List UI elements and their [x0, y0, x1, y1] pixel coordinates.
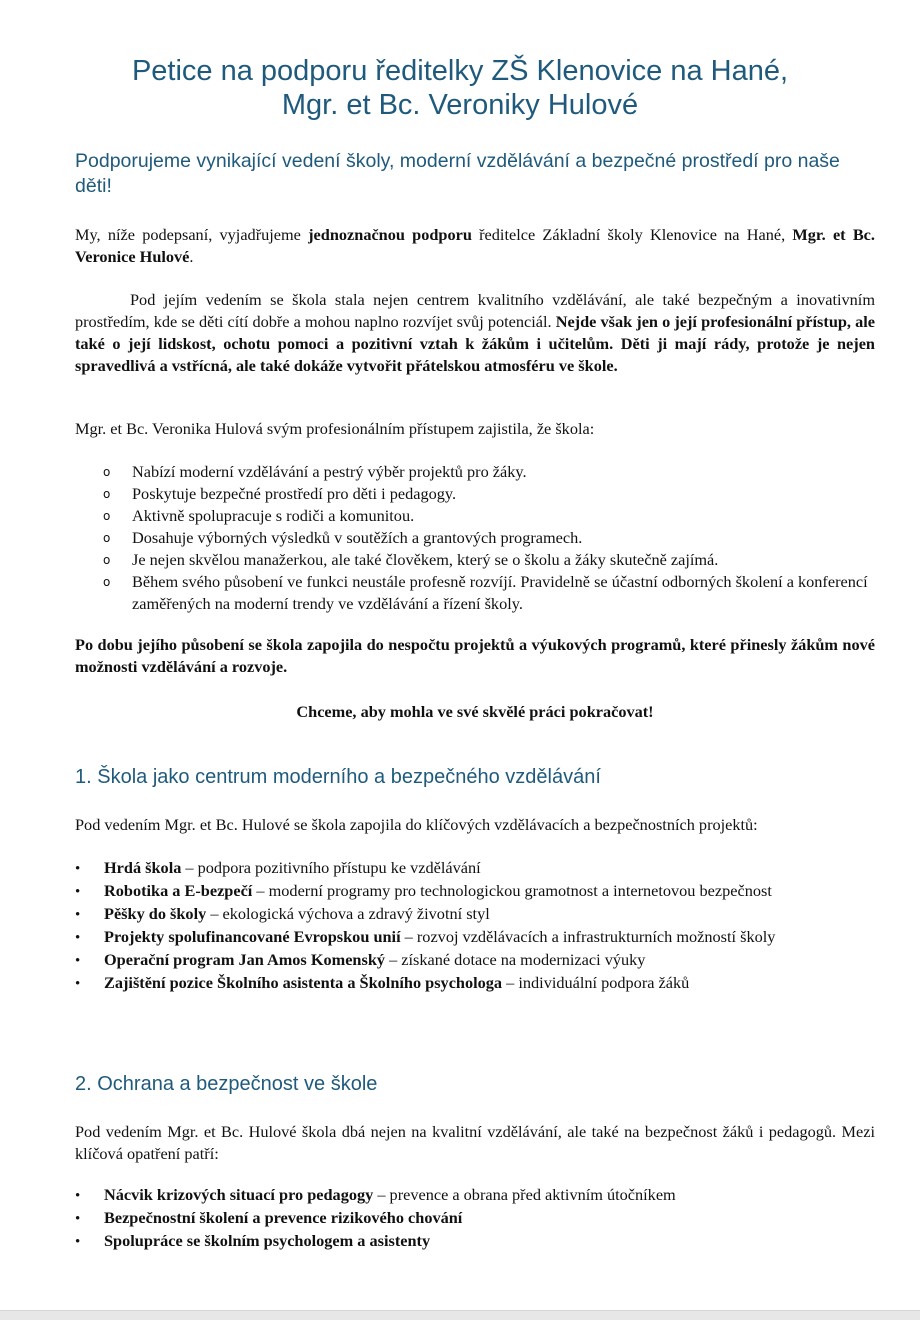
bullet-icon: • [75, 1211, 81, 1227]
list-item [75, 857, 875, 880]
section-2-intro: Pod vedením Mgr. et Bc. Hulové škola dbá nejen na kvalitní vzdělávání, ale také na bezpečnost žáků i pedagogů. Mezi klíčová opatření patří: [75, 1122, 875, 1163]
list-item-text: – podpora pozitivního přístupu ke vzdělávání [181, 858, 481, 877]
title-line-1: Petice na podporu ředitelky ZŠ Klenovice na Hané, [131, 55, 789, 87]
bullet-icon: • [75, 953, 81, 969]
list-item-bold: Robotika a E-bezpečí [104, 881, 253, 900]
leadership-bold-text: Nejde však jen o její profesionální přístup, ale také o její lidskost, ochotu pomoci a pozitivní vztah k žákům i učitelům. Děti ji mají rády, protože je nejen spravedlivá a vstřícná, ale také dokáže vytvořit přátelskou atmosféru ve škole. [75, 312, 875, 375]
list-item-text: Aktivně spolupracuje s rodiči a komunitou. [132, 506, 415, 525]
list-item [75, 549, 875, 571]
projects-paragraph: Po dobu jejího působení se škola zapojila do nespočtu projektů a výukových programů, které přinesly žákům nové možnosti vzdělávání a rozvoje. [75, 635, 875, 676]
list-item-text: – získané dotace na modernizaci výuky [385, 950, 646, 969]
achievements-intro: Mgr. et Bc. Veronika Hulová svým profesionálním přístupem zajistila, že škola: [75, 419, 595, 438]
list-item [75, 926, 875, 949]
list-item-text: Je nejen skvělou manažerkou, ale také člověkem, který se o školu a žáky skutečně zajímá. [132, 550, 719, 569]
leadership-paragraph [75, 289, 875, 377]
list-item-text: Během svého působení ve funkci neustále profesně rozvíjí. Pravidelně se účastní odborných školení a konferencí zaměřených na moderní trendy ve vzdělávání a řízení školy. [132, 572, 868, 613]
list-item-text: Poskytuje bezpečné prostředí pro děti i pedagogy. [132, 484, 457, 503]
list-item-bold: Zajištění pozice Školního asistenta a Školního psychologa [104, 973, 503, 992]
list-item-bold: Spolupráce se školním psychologem a asistenty [104, 1231, 431, 1250]
page-title [60, 54, 860, 122]
list-item [75, 972, 875, 995]
section-1-heading: 1. Škola jako centrum moderního a bezpečného vzdělávání [75, 766, 601, 788]
bullet-icon: • [75, 976, 81, 992]
list-item [75, 461, 875, 483]
section-1-list [75, 857, 875, 995]
intro-text-mid: ředitelce Základní školy Klenovice na Hané, [471, 225, 793, 244]
list-item [75, 505, 875, 527]
circle-bullet-icon: o [103, 487, 111, 501]
list-item-bold: Hrdá škola [104, 858, 182, 877]
list-item-bold: Nácvik krizových situací pro pedagogy [104, 1185, 374, 1204]
intro-bold-name: Mgr. et Bc. Veronice Hulové [75, 225, 875, 266]
list-item [75, 571, 875, 615]
section-1-intro: Pod vedením Mgr. et Bc. Hulové se škola zapojila do klíčových vzdělávacích a bezpečnostních projektů: [75, 815, 758, 834]
list-item-text: – prevence a obrana před aktivním útočníkem [373, 1185, 676, 1204]
circle-bullet-icon: o [103, 465, 111, 479]
list-item-bold: Operační program Jan Amos Komenský [104, 950, 386, 969]
list-item-text: Dosahuje výborných výsledků v soutěžích a grantových programech. [132, 528, 583, 547]
list-item-text: – moderní programy pro technologickou gramotnost a internetovou bezpečnost [252, 881, 772, 900]
list-item-text: – ekologická výchova a zdravý životní styl [206, 904, 490, 923]
title-line-2: Mgr. et Bc. Veroniky Hulové [281, 89, 639, 121]
bullet-icon: • [75, 1188, 81, 1204]
list-item-text: – individuální podpora žáků [502, 973, 690, 992]
circle-bullet-icon: o [103, 531, 111, 545]
intro-text: My, níže podepsaní, vyjadřujeme [75, 225, 309, 244]
list-item [75, 1184, 875, 1207]
list-item-bold: Pěšky do školy [104, 904, 207, 923]
section-2-list [75, 1184, 875, 1253]
list-item [75, 527, 875, 549]
bullet-icon: • [75, 861, 81, 877]
bullet-icon: • [75, 1234, 81, 1250]
circle-bullet-icon: o [103, 509, 111, 523]
list-item [75, 903, 875, 926]
list-item [75, 880, 875, 903]
intro-bold-support: jednoznačnou podporu [308, 225, 472, 244]
achievements-list [75, 461, 875, 615]
subtitle: Podporujeme vynikající vedení školy, moderní vzdělávání a bezpečné prostředí pro naše děti! [75, 150, 840, 197]
list-item [75, 483, 875, 505]
leadership-text: Pod jejím vedením se škola stala nejen centrem kvalitního vzdělávání, ale také bezpečným a inovativním prostředím, kde se děti cítí dobře a mohou naplno rozvíjet svůj potenciál. [75, 290, 875, 331]
list-item-text: – rozvoj vzdělávacích a infrastrukturních možností školy [400, 927, 776, 946]
list-item [75, 949, 875, 972]
list-item [75, 1207, 875, 1230]
intro-paragraph [75, 224, 875, 268]
list-item [75, 1230, 875, 1253]
circle-bullet-icon: o [103, 553, 111, 567]
circle-bullet-icon: o [103, 575, 111, 589]
list-item-bold: Projekty spolufinancované Evropskou unií [104, 927, 401, 946]
list-item-text: Nabízí moderní vzdělávání a pestrý výběr projektů pro žáky. [132, 462, 527, 481]
bullet-icon: • [75, 907, 81, 923]
bullet-icon: • [75, 930, 81, 946]
bullet-icon: • [75, 884, 81, 900]
intro-text-end: . [189, 247, 194, 266]
list-item-bold: Bezpečnostní školení a prevence rizikového chování [104, 1208, 463, 1227]
call-to-action: Chceme, aby mohla ve své skvělé práci pokračovat! [296, 702, 654, 721]
section-2-heading: 2. Ochrana a bezpečnost ve škole [75, 1073, 378, 1095]
